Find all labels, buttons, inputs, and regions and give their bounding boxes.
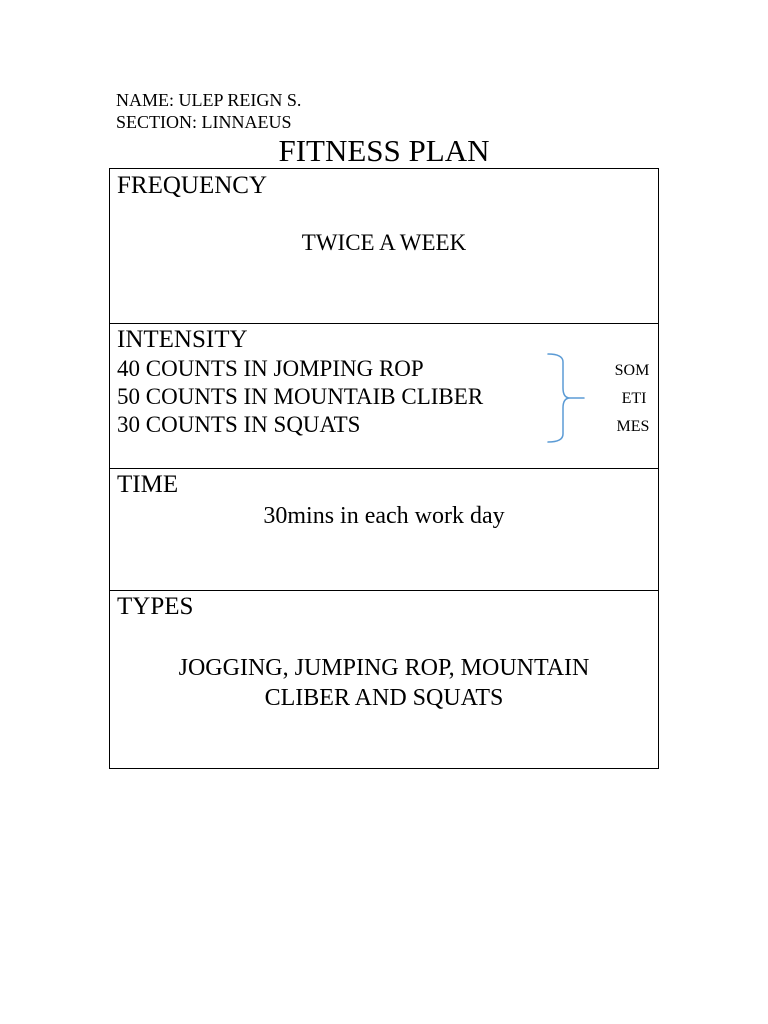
- intensity-cell: [110, 323, 658, 469]
- right-brace-icon: [546, 352, 590, 444]
- intensity-item-2: 50 COUNTS IN MOUNTAIB CLIBER: [117, 384, 484, 409]
- time-cell: [110, 468, 658, 591]
- time-value: 30mins in each work day: [263, 503, 505, 529]
- student-name: NAME: ULEP REIGN S.: [116, 90, 302, 110]
- types-value-line-2: CLIBER AND SQUATS: [264, 685, 504, 711]
- types-value-line-1: JOGGING, JUMPING ROP, MOUNTAIN: [178, 655, 590, 681]
- intensity-heading: INTENSITY: [117, 326, 248, 353]
- page-title: FITNESS PLAN: [278, 133, 490, 168]
- types-heading: TYPES: [117, 593, 194, 620]
- intensity-item-3: 30 COUNTS IN SQUATS: [117, 412, 361, 437]
- side-note-line-3: MES: [616, 418, 650, 435]
- frequency-heading: FREQUENCY: [117, 172, 268, 199]
- side-note-line-1: SOM: [614, 362, 650, 379]
- frequency-value: TWICE A WEEK: [301, 230, 467, 255]
- side-note-line-2: ETI: [621, 390, 647, 407]
- time-heading: TIME: [117, 471, 179, 498]
- frequency-cell: [110, 169, 658, 323]
- types-cell: [110, 590, 658, 769]
- fitness-plan-table: [109, 168, 659, 769]
- student-section: SECTION: LINNAEUS: [116, 112, 292, 132]
- intensity-item-1: 40 COUNTS IN JOMPING ROP: [117, 356, 424, 381]
